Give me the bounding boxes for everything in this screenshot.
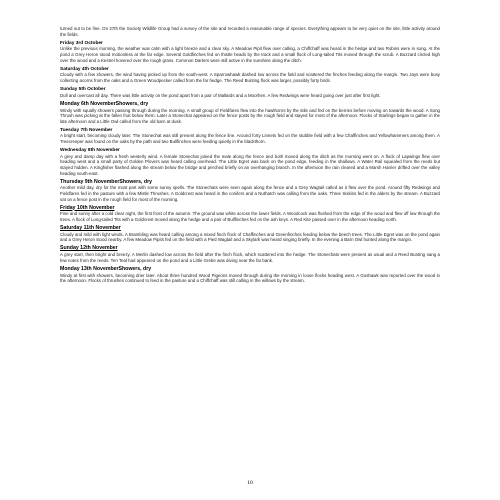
entry-sun-5-oct — [60, 87, 440, 98]
entry-wed-8-nov — [60, 148, 440, 176]
entry-date: Sunday 5th October — [60, 86, 106, 92]
entry-date: Monday 13th November — [60, 265, 119, 272]
entry-mon-6-nov — [60, 102, 440, 125]
entry-text: A grey and damp day with a fresh westerly wind. A female Stonechat joined the male along the fence and both moved along the ditch as the morning went on. A flock of Lapwings flew over heading west and a small party of Golden Plovers was heard calling overhead. The Little Egret was back on the pond edge, feeding in the shallows. A Water Rail squealed from the reeds but stayed hidden. A Kingfisher flashed along the stream below the bridge and perched briefly on an overhanging branch. In the afternoon the rain cleared and a Marsh Harrier drifted over the valley heading south-east. — [60, 153, 440, 176]
entry-tue-7-nov — [60, 128, 440, 145]
entry-mon-13-nov — [60, 267, 440, 284]
entry-date: Thursday 9th November — [60, 178, 120, 185]
entry-weather: Showers, dry — [119, 178, 152, 185]
entry-fri-10-nov — [60, 206, 440, 223]
entry-text: A grey start, then bright and breezy. A Merlin dashed low across the field after the finch flock, which scattered into the hedge. The Stonechats were present as usual and a Reed Bunting sang a few notes from the reeds. Ten Teal had appeared on the pond and a Little Grebe was diving near the far bank. — [60, 252, 440, 263]
entry-text: Cloudy with a few showers, the wind having picked up from the south-west. A Sparrowhawk dashed low across the field and scattered the finches feeding along the margin. Two Jays were busy collecting acorns from the oaks and a Green Woodpecker called from the far hedge. The Reed Bunting flock was larger, possibly forty birds. — [60, 72, 440, 83]
entry-sun-12-nov — [60, 246, 440, 263]
entry-text: Another mild day, dry for the most part with some sunny spells. The Stonechats were seen again along the fence and a Grey Wagtail called as it flew over the pond. Around fifty Redwings and Fieldfares fed in the pasture with a few Mistle Thrushes. A Goldcrest was heard in the conifers and a Nuthatch was calling from the oaks. Three Siskins fed in the alders by the stream. A Buzzard sat on a fence post in the rough field for most of the morning. — [60, 185, 440, 202]
entry-text: Windy at first with showers, becoming drier later. About three hundred Wood Pigeons moved through during the morning in loose flocks heading west. A Goshawk was reported over the wood in the afternoon. Flocks of thrushes continued to feed in the pasture and a Chiffchaff was still calling in the willows by the stream. — [60, 272, 440, 284]
intro-paragraph: turned out to be fine. On 27th the Society Wildlife Group had a survey of the site and recorded a reasonable range of species. Everything appears to be very quiet on the site, little activity around the fields. — [60, 26, 440, 37]
entry-text: Fine and sunny after a cold clear night, the first frost of the autumn. The ground was white across the lower fields. A Woodcock was flushed from the edge of the wood and flew off low through the trees. A flock of Long-tailed Tits with a Goldcrest moved along the hedge and a pair of Bullfinches fed on the ash keys. A Red Kite passed over in the afternoon heading north. — [60, 211, 440, 222]
entry-date: Saturday 11th November — [60, 224, 121, 231]
entry-weather: Showers, dry — [118, 265, 152, 272]
entry-date: Monday 6th November — [60, 100, 116, 107]
entry-fri-3-oct — [60, 41, 440, 64]
entry-date: Sunday 12th November — [60, 245, 118, 252]
entry-text: Windy with squally showers passing through during the morning. A small group of Fieldfares flew into the hawthorns by the stile and fed on the berries before moving on towards the wood. A Song Thrush was picking at the fallen fruit below them. Later a Stonechat appeared on the fence posts by the rough field and stayed for most of the afternoon. Flocks of Starlings began to gather in the late afternoon and a Little Owl called from the old barn at dusk. — [60, 107, 440, 124]
entry-date: Friday 10th November — [60, 204, 115, 211]
entry-text: Cloudy and mild with light winds. A Brambling was heard calling among a mixed finch flock of Chaffinches and Greenfinches feeding below the beech trees. The Little Egret was on the pond again and a Grey Heron stood nearby. A few Meadow Pipits fed on the field with a Pied Wagtail and a Skylark was heard singing briefly. In the evening a Barn Owl hunted along the margin. — [60, 231, 440, 243]
entry-text: Unlike the previous morning, the weather was calm with a light breeze and a clear sky. A Meadow Pipit flew over calling, a Chiffchaff was heard in the hedge and two Robins were in song. At the pond a Grey Heron stood motionless at the far edge. Several Goldfinches fed on thistle heads by the track and a small flock of Long-tailed Tits moved through the scrub. A Buzzard circled high over the wood and a Kestrel hovered over the rough grass. Common Darters were still active in the sunshine along the ditch. — [60, 46, 440, 63]
page-number: 10 — [247, 480, 253, 486]
entry-sat-11-nov — [60, 226, 440, 243]
entry-date: Wednesday 8th November — [60, 148, 120, 154]
entry-date: Saturday 4th October — [60, 66, 109, 72]
entry-date: Friday 3rd October — [60, 40, 103, 46]
entry-weather: Showers, dry — [115, 100, 149, 107]
entry-text: Dull and overcast all day. There was little activity on the pond apart from a pair of Mallards and a Moorhen. A few Redwings were heard going over just after first light. — [60, 92, 381, 98]
entry-date: Tuesday 7th November — [60, 127, 113, 133]
entry-thu-9-nov — [60, 180, 440, 203]
entry-sat-4-oct — [60, 67, 440, 84]
entry-text: A bright start, becoming cloudy later. The Stonechat was still present along the fence line. Around forty Linnets fed on the stubble field with a few Chaffinches and Yellowhammers among them. A Treecreeper was found on the oaks by the path and two Bullfinches were feeding quietly in the blackthorn. — [60, 133, 440, 145]
